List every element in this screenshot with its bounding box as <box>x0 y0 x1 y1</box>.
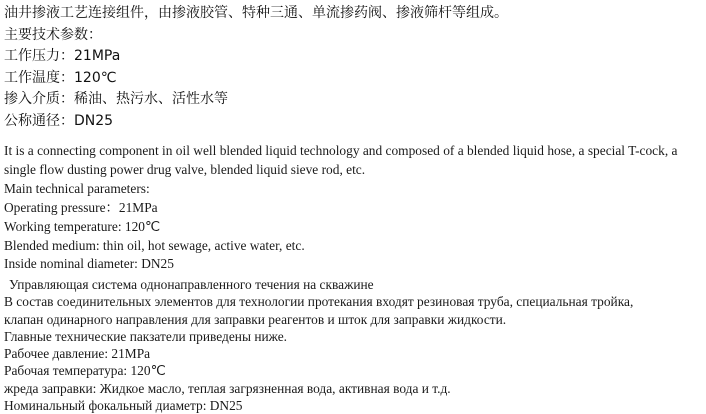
russian-intro-line-1: В состав соединительных элементов для технологии протекания входят резиновая труба, специальная тройка, <box>4 294 634 310</box>
english-intro-line-1: It is a connecting component in oil well blended liquid technology and composed of a blended liquid hose, a special T-cock, a <box>4 143 678 158</box>
russian-params-heading: Главные технические пакзатели приведены ниже. <box>4 328 288 344</box>
english-params-heading: Main technical parameters: <box>4 180 150 196</box>
russian-intro-line-2: клапан одинарного направления для заправки реагентов и шток для заправки жидкости. <box>4 311 507 327</box>
english-medium: Blended medium: thin oil, hot sewage, active water, etc. <box>4 237 305 253</box>
russian-title: Управляющая система однонаправленного течения на скважине <box>9 277 374 292</box>
chinese-intro: 油井掺液工艺连接组件，由掺液胶管、特种三通、单流掺药阀、掺液筛杆等组成。 <box>4 5 508 21</box>
chinese-pressure: 工作压力：21MPa <box>4 48 121 64</box>
russian-section <box>4 276 704 414</box>
chinese-diameter: 公称通径：DN25 <box>4 112 114 129</box>
english-pressure: Operating pressure：21MPa <box>4 199 158 215</box>
chinese-params-heading: 主要技术参数： <box>4 26 102 43</box>
english-diameter: Inside nominal diameter: DN25 <box>4 256 174 272</box>
english-section <box>4 142 704 274</box>
chinese-section <box>4 3 508 132</box>
chinese-medium: 掺入介质：稀油、热污水、活性水等 <box>4 91 228 107</box>
english-temperature: Working temperature: 120℃ <box>4 218 161 234</box>
russian-temperature: Рабочая температура: 120℃ <box>4 363 166 379</box>
russian-medium: жреда заправки: Жидкое масло, теплая загрязненная вода, активная вода и т.д. <box>4 380 451 396</box>
english-intro-line-2: single flow dusting power drug valve, blended liquid sieve rod, etc. <box>4 161 366 177</box>
chinese-temperature: 工作温度：120℃ <box>4 69 117 86</box>
russian-pressure: Рабочее давление: 21MPa <box>4 346 151 362</box>
russian-diameter: Номинальный фокальный диаметр: DN25 <box>4 398 243 414</box>
